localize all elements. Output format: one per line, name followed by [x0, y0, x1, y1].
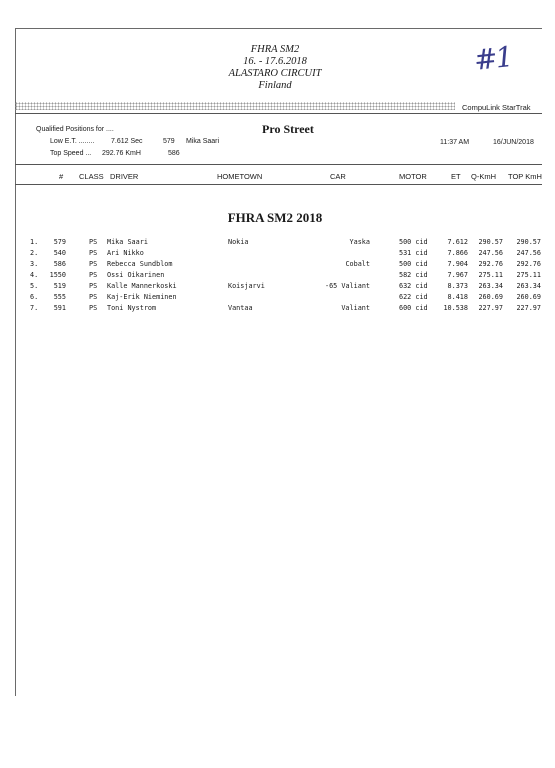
table-row — [0, 238, 555, 249]
cell-q-kmh: 227.97 — [478, 304, 503, 312]
low-et-label: Low E.T. ........ — [50, 138, 95, 145]
cell-pos: 1. — [30, 238, 39, 246]
cell-top-kmh: 275.11 — [516, 271, 541, 279]
cell-q-kmh: 263.34 — [478, 282, 503, 290]
cell-top-kmh: 227.97 — [516, 304, 541, 312]
cell-driver: Ari Nikko — [107, 249, 144, 257]
dotted-divider — [15, 102, 455, 110]
cell-num: 579 — [53, 238, 66, 246]
col-num: # — [59, 172, 64, 181]
cell-pos: 6. — [30, 293, 39, 301]
table-row — [0, 282, 555, 293]
cell-class: PS — [89, 282, 98, 290]
top-speed-car: 586 — [168, 150, 180, 157]
cell-driver: Rebecca Sundblom — [107, 260, 173, 268]
cell-class: PS — [89, 271, 98, 279]
top-speed-value: 292.76 KmH — [102, 150, 141, 157]
cell-driver: Ossi Oikarinen — [107, 271, 165, 279]
results-title: FHRA SM2 2018 — [227, 210, 323, 225]
cell-num: 540 — [53, 249, 66, 257]
cell-motor: 500 cid — [399, 238, 428, 246]
report-date: 16/JUN/2018 — [493, 139, 534, 146]
cell-driver: Kaj-Erik Nieminen — [107, 293, 177, 301]
col-car: CAR — [330, 172, 346, 181]
cell-car: Valiant — [341, 304, 370, 312]
event-country: Finland — [258, 80, 292, 91]
cell-top-kmh: 263.34 — [516, 282, 541, 290]
top-rule — [15, 28, 542, 29]
cell-class: PS — [89, 293, 98, 301]
cell-driver: Mika Saari — [107, 238, 148, 246]
cell-num: 591 — [53, 304, 66, 312]
cell-motor: 632 cid — [399, 282, 428, 290]
cell-q-kmh: 247.56 — [478, 249, 503, 257]
cell-et: 7.612 — [447, 238, 468, 246]
col-et: ET — [451, 172, 461, 181]
cell-motor: 531 cid — [399, 249, 428, 257]
table-row — [0, 249, 555, 260]
table-row — [0, 304, 555, 315]
qualified-label: Qualified Positions for .... — [36, 126, 114, 133]
cell-pos: 2. — [30, 249, 39, 257]
cell-et: 8.418 — [447, 293, 468, 301]
cell-car: Yaska — [349, 238, 370, 246]
header-bottom-rule — [15, 184, 542, 185]
table-row — [0, 293, 555, 304]
cell-motor: 500 cid — [399, 260, 428, 268]
cell-et: 7.967 — [447, 271, 468, 279]
cell-motor: 622 cid — [399, 293, 428, 301]
event-dates: 16. - 17.6.2018 — [243, 56, 307, 67]
cell-pos: 4. — [30, 271, 39, 279]
cell-car: Cobalt — [345, 260, 370, 268]
cell-et: 7.866 — [447, 249, 468, 257]
cell-pos: 7. — [30, 304, 39, 312]
brand-rule — [15, 113, 542, 114]
cell-motor: 582 cid — [399, 271, 428, 279]
cell-driver: Toni Nystrom — [107, 304, 157, 312]
table-row — [0, 271, 555, 282]
cell-hometown: Nokia — [228, 238, 249, 246]
left-margin-rule — [15, 28, 16, 696]
cell-hometown: Koisjarvi — [228, 282, 265, 290]
cell-num: 519 — [53, 282, 66, 290]
cell-hometown: Vantaa — [228, 304, 253, 312]
col-motor: MOTOR — [399, 172, 427, 181]
cell-pos: 3. — [30, 260, 39, 268]
handwritten-annotation: #1 — [472, 40, 513, 77]
cell-q-kmh: 290.57 — [478, 238, 503, 246]
header-top-rule — [15, 164, 542, 165]
event-circuit: ALASTARO CIRCUIT — [228, 68, 322, 79]
cell-et: 8.373 — [447, 282, 468, 290]
cell-et: 10.538 — [443, 304, 468, 312]
cell-q-kmh: 292.76 — [478, 260, 503, 268]
cell-class: PS — [89, 260, 98, 268]
cell-pos: 5. — [30, 282, 39, 290]
table-row — [0, 260, 555, 271]
cell-num: 1550 — [49, 271, 66, 279]
cell-top-kmh: 260.69 — [516, 293, 541, 301]
col-class: CLASS — [79, 172, 104, 181]
cell-driver: Kalle Mannerkoski — [107, 282, 177, 290]
cell-top-kmh: 290.57 — [516, 238, 541, 246]
col-q-kmh: Q-KmH — [471, 172, 496, 181]
low-et-value: 7.612 Sec — [111, 138, 143, 145]
col-top-kmh: TOP KmH — [508, 172, 542, 181]
class-title: Pro Street — [262, 122, 314, 136]
low-et-driver: Mika Saari — [186, 138, 220, 145]
event-name: FHRA SM2 — [250, 44, 300, 55]
report-time: 11:37 AM — [440, 139, 470, 146]
cell-q-kmh: 260.69 — [478, 293, 503, 301]
cell-class: PS — [89, 304, 98, 312]
cell-top-kmh: 247.56 — [516, 249, 541, 257]
low-et-car: 579 — [163, 138, 175, 145]
brand-label: CompuLink StarTrak — [462, 103, 531, 112]
cell-q-kmh: 275.11 — [478, 271, 503, 279]
top-speed-label: Top Speed ... — [50, 150, 92, 157]
col-hometown: HOMETOWN — [217, 172, 263, 181]
cell-class: PS — [89, 238, 98, 246]
cell-class: PS — [89, 249, 98, 257]
col-driver: DRIVER — [110, 172, 139, 181]
cell-et: 7.904 — [447, 260, 468, 268]
cell-num: 586 — [53, 260, 66, 268]
cell-num: 555 — [53, 293, 66, 301]
cell-car: -65 Valiant — [324, 282, 370, 290]
cell-motor: 600 cid — [399, 304, 428, 312]
cell-top-kmh: 292.76 — [516, 260, 541, 268]
